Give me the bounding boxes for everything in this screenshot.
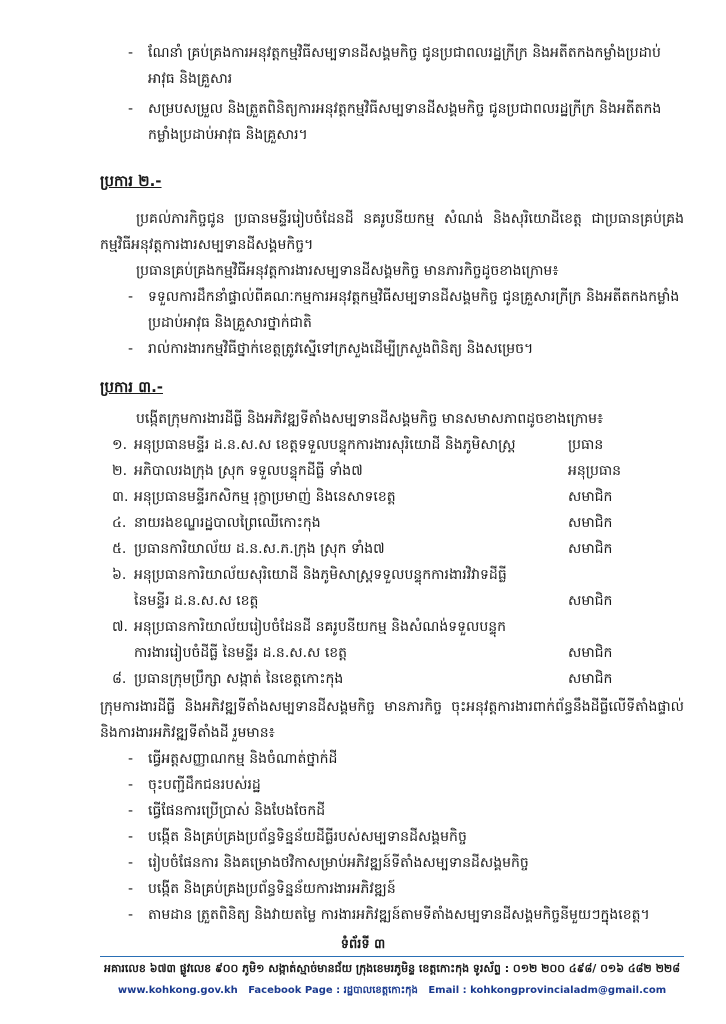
member-row: ៥. ប្រធានការិយាល័យ ដ.ន.ស.ភ.ក្រុង ស្រុក ទាំង៧	[112, 541, 385, 557]
article-3-heading: ប្រការ ៣.-	[100, 378, 163, 396]
document-page: - ណែនាំ គ្រប់គ្រងការអនុវត្តកម្មវិធីសម្បទានដីសង្គមកិច្ច ជូនប្រជាពលរដ្ឋក្រីក្រ និងអតីតកងកម្លាំងប្រដាប់អាវុធ និងគ្រួសារ - សម្របសម្រួល និងត្រួតពិនិត្យការអនុវត្តកម្មវិធីសម្បទានដីសង្គមកិច្ច ជូនប្រជាពលរដ្ឋក្រីក្រ និងអតីតកងកម្លាំងប្រដាប់អាវុធ និងគ្រួសារ។ ប្រការ ២.- ប្រគល់ភារកិច្ចជូន ប្រធានមន្ទីររៀបចំដែនដី នគរូបនីយកម្ម សំណង់ និងសុរិយោដីខេត្ត ជាប្រធានគ្រប់គ្រងកម្មវិធីអនុវត្តការងារសម្បទានដីសង្គមកិច្ច។ ប្រធានគ្រប់គ្រងកម្មវិធីអនុវត្តការងារសម្បទានដីសង្គមកិច្ច មានភារកិច្ចដូចខាងក្រោម៖ - ទទួលការដឹកនាំផ្ទាល់ពីគណៈកម្មការអនុវត្តកម្មវិធីសម្បទានដីសង្គមកិច្ច ជូនគ្រួសារក្រីក្រ និងអតីតកងកម្លាំងប្រដាប់អាវុធ និងគ្រួសារថ្នាក់ជាតិ - រាល់ការងារកម្មវិធីថ្នាក់ខេត្តត្រូវស្នើទៅក្រសួងដើម្បីក្រសួងពិនិត្យ និងសម្រេច។ ប្រការ ៣.- បង្កើតក្រុមការងារដីធ្លី និងអភិវឌ្ឍទីតាំងសម្បទានដីសង្គមកិច្ច មានសមាសភាពដូចខាងក្រោម៖ ១. អនុប្រធានមន្ទីរ ដ.ន.ស.ស ខេត្តទទួលបន្ទុកការងារសុរិយោដី និងភូមិសាស្ត្រ ប្រធាន ២. អភិបាលរងក្រុង ស្រុក ទទួលបន្ទុកដីធ្លី ទាំង៧ អនុប្រធាន ៣. អនុប្រធានមន្ទីរកសិកម្ម រុក្ខាប្រមាញ់ និងនេសាទខេត្ត សមាជិក ៤. នាយរងខណ្ឌរដ្ឋបាលព្រៃឈើកោះកុង សមាជិក ៥. ប្រធានការិយាល័យ ដ.ន.ស.ភ.ក្រុង ស្រុក ទាំង៧ សមាជិក ៦. អនុប្រធានការិយាល័យសុរិយោដី និងភូមិសាស្ត្រទទួលបន្ទុកការងារវិវាទដីធ្លី នៃមន្ទីរ ដ.ន.ស.ស ខេត្ត សមាជិក ៧. អនុប្រធានការិយាល័យរៀបចំដែនដី នគរូបនីយកម្ម និងសំណង់ទទួលបន្ទុក ការងាររៀបចំដីធ្លី នៃមន្ទីរ ដ.ន.ស.ស ខេត្ត សមាជិក ៨. ប្រធានក្រុមប្រឹក្សា សង្កាត់ នៃខេត្តកោះកុង សមាជិក ក្រុមការងារដីធ្លី និងអភិវឌ្ឍទីតាំងសម្បទានដីសង្គមកិច្ច មានភារកិច្ច ចុះអនុវត្តការងារពាក់ព័ន្ធនឹងដីធ្លីលើទីតាំងផ្ទាល់ និងការងារអភិវឌ្ឍទីតាំងដី រួមមាន៖ - ធ្វើអត្តសញ្ញាណកម្ម និងចំណាត់ថ្នាក់ដី - ចុះបញ្ជីដឹកជនរបស់រដ្ឋ - ធ្វើផែនការប្រើប្រាស់ និងបែងចែកដី - បង្កើត និងគ្រប់គ្រងប្រព័ន្ធទិន្នន័យដីធ្លីរបស់សម្បទានដីសង្គមកិច្ច - រៀបចំផែនការ និងគម្រោងថវិកាសម្រាប់អភិវឌ្ឍន៍ទីតាំងសម្បទានដីសង្គមកិច្ច - បង្កើត និងគ្រប់គ្រងប្រព័ន្ធទិន្នន័យការងារអភិវឌ្ឍន៍ - តាមដាន ត្រួតពិនិត្យ និងវាយតម្លៃ ការងារអភិវឌ្ឍន៍តាមទីតាំងសម្បទានដីសង្គមកិច្ចនីមួយៗក្នុងខេត្ត។ ទំព័រទី ៣ អគារលេខ ៦៧៣ ផ្លូវលេខ ៩០០ ភូមិ១ សង្កាត់ស្មាច់មានជ័យ ក្រុងខេមរភូមិន្ទ ខេត្តកោះកុង ទូរស័ព្ទ : ០១២ ២០០ ៤៩៨/ ០១៦ ៤៨២ ២២៨ www.kohkong.gov.kh Facebook Page : រដ្ឋបាលខេត្តកោះកុង Email : kohkongprovincialadm@gmail.com	[0, 0, 726, 1024]
member-role: ប្រធាន	[568, 437, 604, 453]
member-role: សមាជិក	[568, 541, 613, 557]
top-bullet: - ណែនាំ គ្រប់គ្រងការអនុវត្តកម្មវិធីសម្បទានដីសង្គមកិច្ច ជូនប្រជាពលរដ្ឋក្រីក្រ និងអតីតកងកម្លាំងប្រដាប់អាវុធ និងគ្រួសារ	[128, 45, 661, 87]
member-row: ៨. ប្រធានក្រុមប្រឹក្សា សង្កាត់ នៃខេត្តកោះកុង	[112, 671, 344, 687]
member-role: សមាជិក	[568, 645, 613, 661]
member-role: សមាជិក	[568, 489, 613, 505]
article-2-heading: ប្រការ ២.-	[100, 172, 162, 190]
article-3-intro: បង្កើតក្រុមការងារដីធ្លី និងអភិវឌ្ឍទីតាំងសម្បទានដីសង្គមកិច្ច មានសមាសភាពដូចខាងក្រោម៖	[136, 411, 604, 427]
member-row: ៦. អនុប្រធានការិយាល័យសុរិយោដី និងភូមិសាស្ត្រទទួលបន្ទុកការងារវិវាទដីធ្លី នៃមន្ទីរ ដ.ន.ស.ស ខេត្ត	[112, 567, 507, 609]
member-role: សមាជិក	[568, 593, 613, 609]
top-bullet: - សម្របសម្រួល និងត្រួតពិនិត្យការអនុវត្តកម្មវិធីសម្បទានដីសង្គមកិច្ច ជូនប្រជាពលរដ្ឋក្រីក្រ និងអតីតកងកម្លាំងប្រដាប់អាវុធ និងគ្រួសារ។	[128, 101, 662, 143]
website-link[interactable]: www.kohkong.gov.kh	[117, 985, 238, 996]
article-2-bullet: - រាល់ការងារកម្មវិធីថ្នាក់ខេត្តត្រូវស្នើទៅក្រសួងដើម្បីក្រសួងពិនិត្យ និងសម្រេច។	[128, 341, 534, 357]
footer-contact	[100, 983, 684, 998]
article-2-paragraph: ប្រគល់ភារកិច្ចជូន ប្រធានមន្ទីររៀបចំដែនដី នគរូបនីយកម្ម សំណង់ និងសុរិយោដីខេត្ត ជាប្រធានគ្រប់គ្រងកម្មវិធីអនុវត្តការងារសម្បទានដីសង្គមកិច្ច។	[100, 211, 684, 253]
page-number: ទំព័រទី ៣	[340, 937, 386, 952]
member-row: ៤. នាយរងខណ្ឌរដ្ឋបាលព្រៃឈើកោះកុង	[112, 515, 321, 531]
footer-address: អគារលេខ ៦៧៣ ផ្លូវលេខ ៩០០ ភូមិ១ សង្កាត់ស្មាច់មានជ័យ ក្រុងខេមរភូមិន្ទ ខេត្តកោះកុង ទូរស័ព្ទ : ០១២ ២០០ ៤៩៨/ ០១៦ ៤៨២ ២២៨	[103, 962, 681, 975]
facebook-link[interactable]: Facebook Page : រដ្ឋបាលខេត្តកោះកុង	[248, 985, 418, 996]
member-role: សមាជិក	[568, 671, 613, 687]
footer-divider	[100, 956, 684, 957]
member-role: សមាជិក	[568, 515, 613, 531]
article-2-bullet: - ទទួលការដឹកនាំផ្ទាល់ពីគណៈកម្មការអនុវត្តកម្មវិធីសម្បទានដីសង្គមកិច្ច ជូនគ្រួសារក្រីក្រ និងអតីតកងកម្លាំងប្រដាប់អាវុធ និងគ្រួសារថ្នាក់ជាតិ	[128, 289, 680, 331]
member-role: អនុប្រធាន	[568, 463, 622, 479]
article-2-paragraph: ប្រធានគ្រប់គ្រងកម្មវិធីអនុវត្តការងារសម្បទានដីសង្គមកិច្ច មានភារកិច្ចដូចខាងក្រោម៖	[136, 263, 559, 279]
member-row: ២. អភិបាលរងក្រុង ស្រុក ទទួលបន្ទុកដីធ្លី ទាំង៧	[112, 463, 363, 479]
member-row: ៧. អនុប្រធានការិយាល័យរៀបចំដែនដី នគរូបនីយកម្ម និងសំណង់ទទួលបន្ទុក ការងាររៀបចំដីធ្លី នៃមន្ទីរ ដ.ន.ស.ស ខេត្ត	[112, 619, 507, 661]
member-row: ១. អនុប្រធានមន្ទីរ ដ.ន.ស.ស ខេត្តទទួលបន្ទុកការងារសុរិយោដី និងភូមិសាស្ត្រ	[112, 437, 516, 453]
article-3-duties-paragraph: ក្រុមការងារដីធ្លី និងអភិវឌ្ឍទីតាំងសម្បទានដីសង្គមកិច្ច មានភារកិច្ច ចុះអនុវត្តការងារពាក់ព័ន្ធនឹងដីធ្លីលើទីតាំងផ្ទាល់ និងការងារអភិវឌ្ឍទីតាំងដី រួមមាន៖	[100, 699, 684, 741]
member-row: ៣. អនុប្រធានមន្ទីរកសិកម្ម រុក្ខាប្រមាញ់ និងនេសាទខេត្ត	[112, 489, 396, 505]
email-link[interactable]: Email : kohkongprovincialadm@gmail.com	[428, 985, 667, 996]
